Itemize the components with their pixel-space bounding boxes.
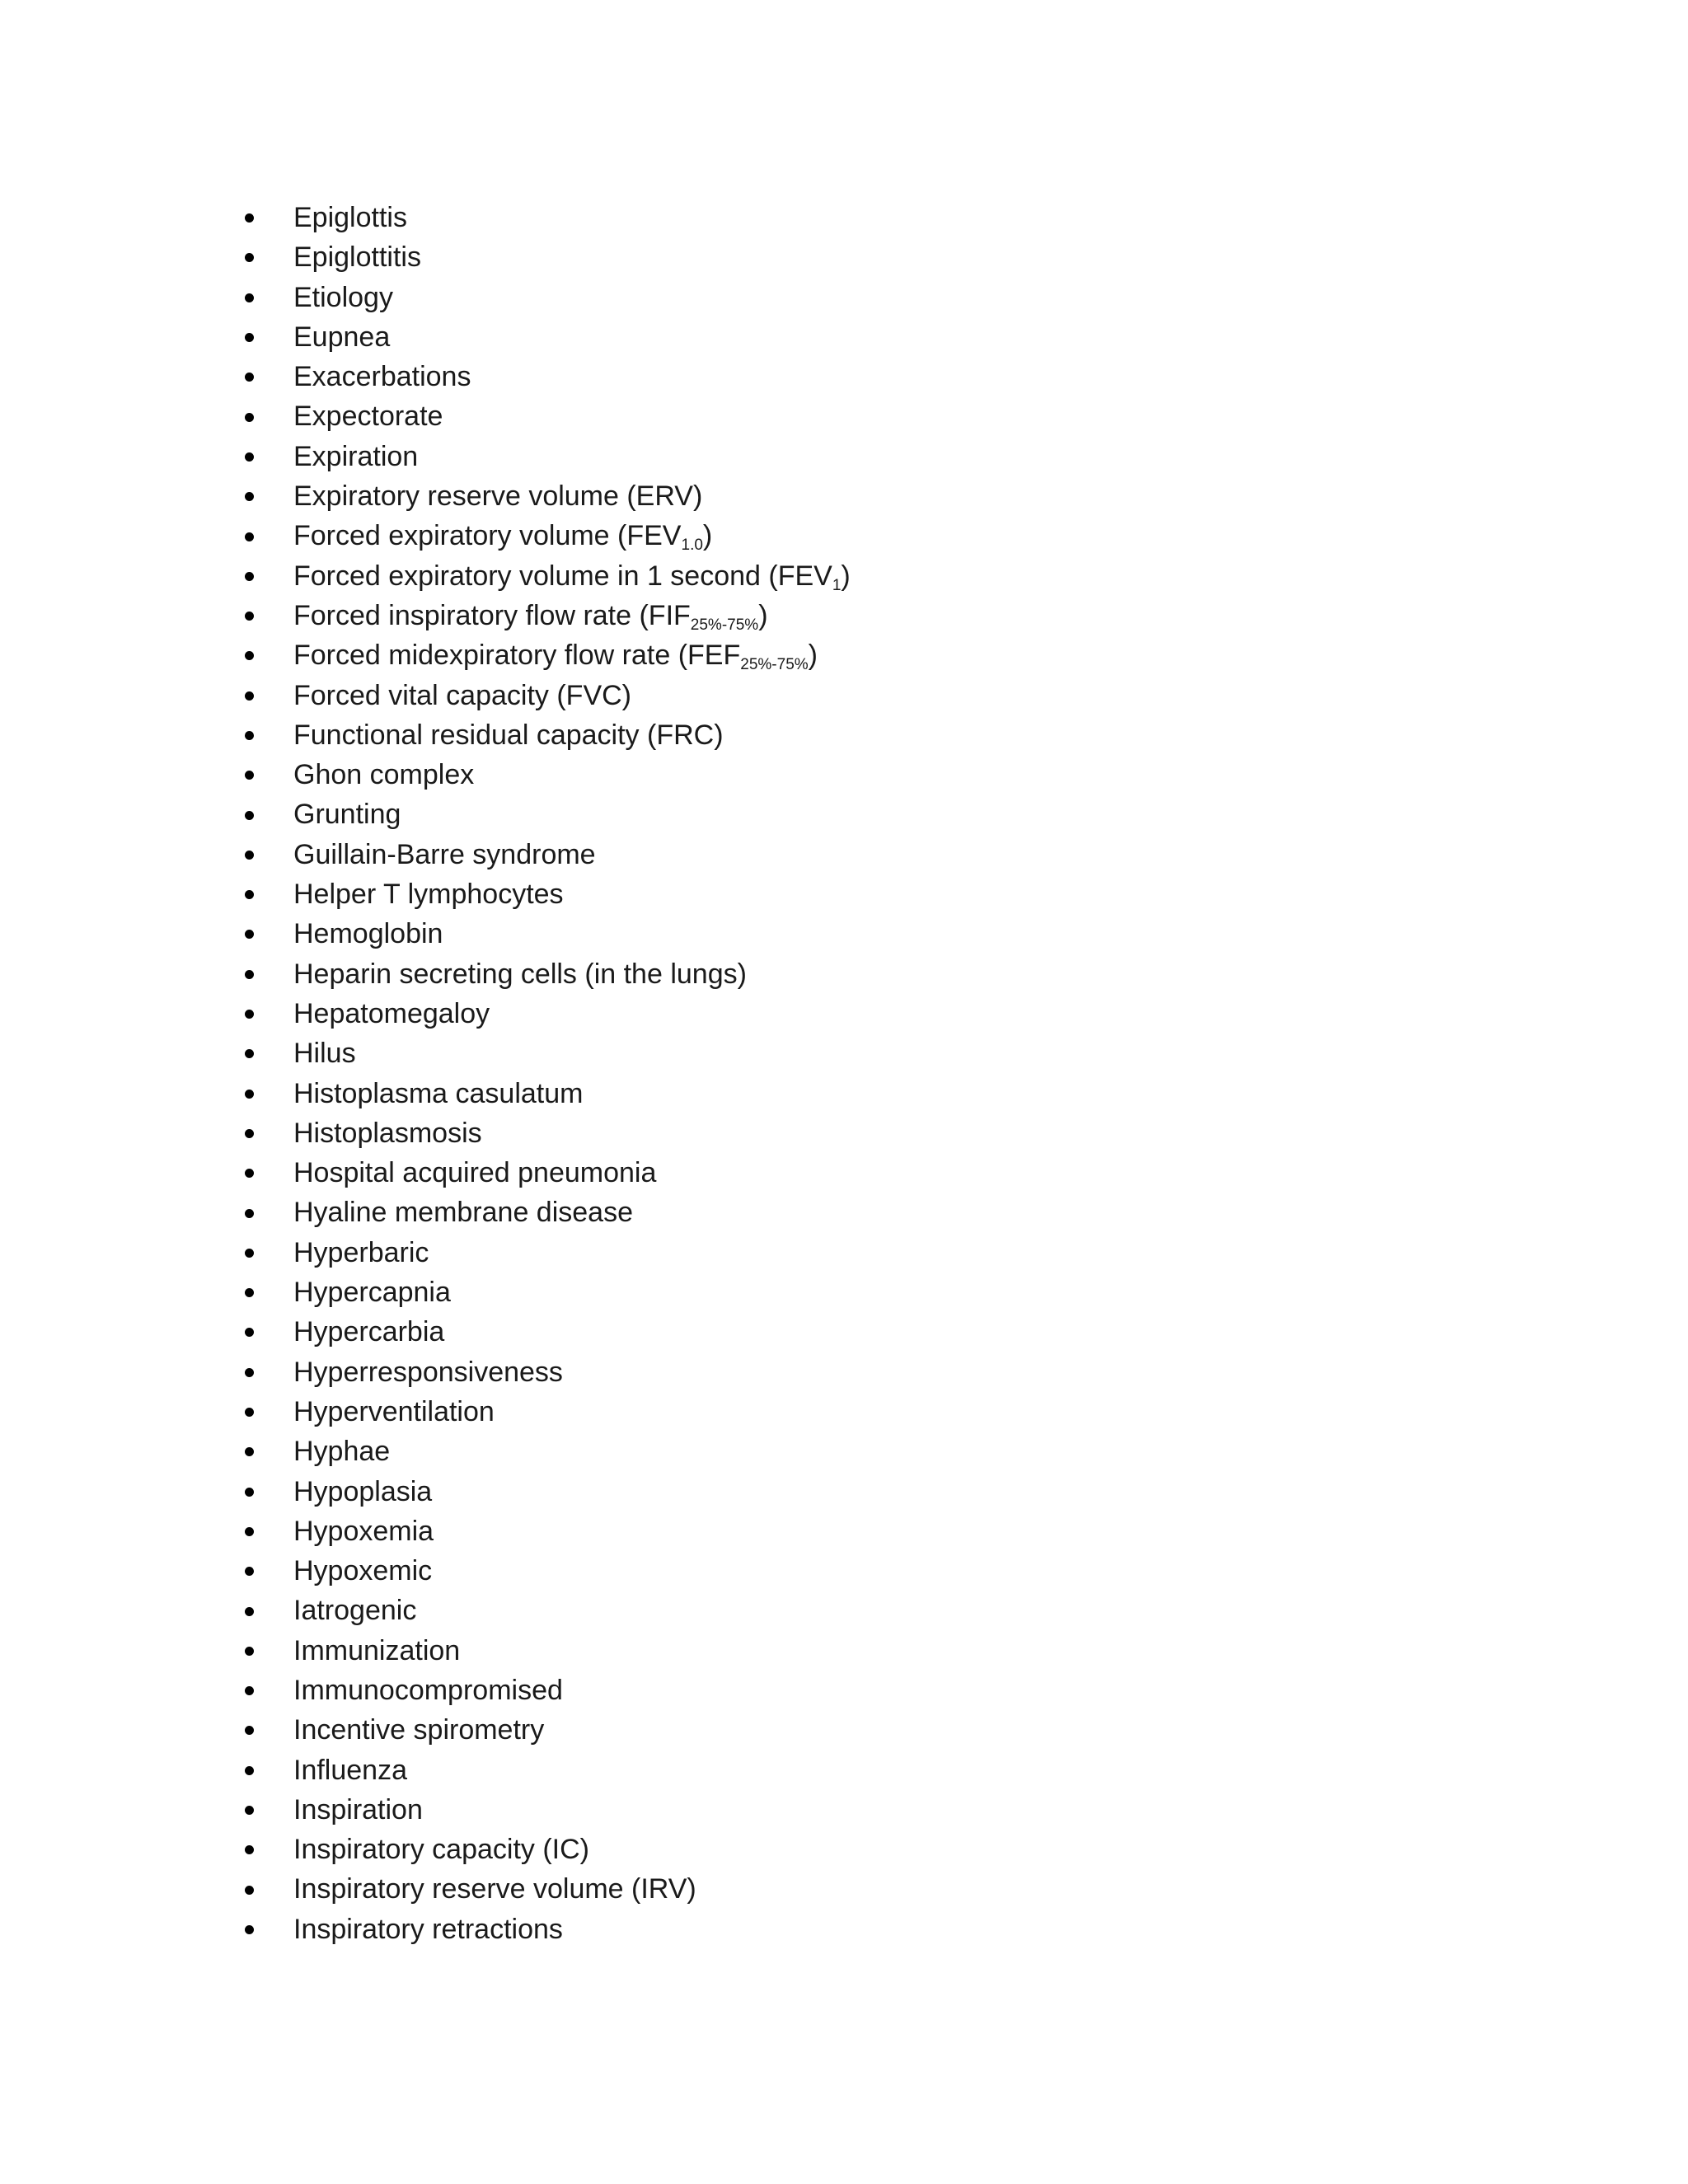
list-item-text <box>293 1193 633 1232</box>
term-label: Etiology <box>293 281 393 313</box>
term-label: Inspiratory reserve volume (IRV) <box>293 1873 696 1905</box>
list-item-text <box>293 1551 432 1591</box>
term-label: Inspiration <box>293 1793 423 1825</box>
list-item-text <box>293 437 418 476</box>
bullet-icon <box>245 612 254 621</box>
term-label: Inspiratory retractions <box>293 1913 563 1945</box>
list-item-text <box>293 1511 434 1551</box>
bullet-icon <box>245 452 254 462</box>
bullet-icon <box>245 1806 254 1815</box>
bullet-icon <box>245 1607 254 1616</box>
term-label: Exacerbations <box>293 361 471 393</box>
term-label: Hyphae <box>293 1436 391 1468</box>
term-label: Hypercapnia <box>293 1277 451 1309</box>
list-item-text <box>293 954 747 994</box>
bullet-icon <box>245 333 254 342</box>
term-label: Hypoplasia <box>293 1475 433 1507</box>
list-item-text <box>293 396 443 436</box>
term-subscript: 1 <box>832 576 842 594</box>
bullet-icon <box>245 492 254 501</box>
bullet-icon <box>245 373 254 382</box>
bullet-icon <box>245 851 254 860</box>
bullet-icon <box>245 1129 254 1138</box>
bullet-icon <box>245 1328 254 1337</box>
term-label: Guillain-Barre syndrome <box>293 838 596 870</box>
bullet-icon <box>245 1288 254 1297</box>
term-label: Incentive spirometry <box>293 1714 545 1746</box>
list-item-text <box>293 874 564 914</box>
bullet-icon <box>245 1726 254 1735</box>
term-closing: ) <box>808 640 818 672</box>
list-item-text <box>293 676 631 715</box>
list-item-text <box>293 635 818 675</box>
term-subscript: 25%-75% <box>740 656 809 674</box>
bullet-icon <box>245 253 254 262</box>
bullet-icon <box>245 811 254 820</box>
term-label: Hypercarbia <box>293 1316 445 1348</box>
bullet-icon <box>245 1886 254 1895</box>
term-label: Histoplasmosis <box>293 1117 482 1149</box>
list-item-text <box>293 835 596 874</box>
list-item-text <box>293 556 851 596</box>
term-label: Eupnea <box>293 321 391 353</box>
term-label: Hospital acquired pneumonia <box>293 1157 657 1189</box>
term-label: Forced expiratory volume (FEV <box>293 520 682 552</box>
list-item-text <box>293 1074 583 1113</box>
list-item-text <box>293 317 390 357</box>
bullet-icon <box>245 890 254 899</box>
bullet-icon <box>245 731 254 740</box>
term-label: Iatrogenic <box>293 1595 417 1627</box>
bullet-icon <box>245 930 254 939</box>
bullet-icon <box>245 1647 254 1656</box>
list-item-text <box>293 794 401 834</box>
term-label: Hypoxemia <box>293 1515 434 1547</box>
term-label: Helper T lymphocytes <box>293 879 564 911</box>
bullet-icon <box>245 1049 254 1058</box>
bullet-icon <box>245 532 254 541</box>
term-label: Hepatomegaloy <box>293 997 490 1029</box>
term-label: Hyperbaric <box>293 1236 429 1268</box>
term-label: Histoplasma casulatum <box>293 1077 584 1109</box>
list-item-text <box>293 237 421 277</box>
term-label: Influenza <box>293 1754 407 1786</box>
term-label: Forced inspiratory flow rate (FIF <box>293 599 691 631</box>
term-label: Functional residual capacity (FRC) <box>293 719 724 751</box>
bullet-icon <box>245 691 254 701</box>
list-item-text <box>293 1830 589 1869</box>
term-subscript: 25%-75% <box>690 616 759 634</box>
list-item-text <box>293 1113 482 1153</box>
list-item-text <box>293 1790 423 1830</box>
bullet-icon <box>245 413 254 422</box>
list-item-text <box>293 1869 696 1909</box>
bullet-icon <box>245 1488 254 1497</box>
term-closing: ) <box>758 599 768 631</box>
bullet-icon <box>245 293 254 302</box>
term-label: Hemoglobin <box>293 918 443 950</box>
bullet-icon <box>245 651 254 660</box>
list-item-text <box>293 596 768 635</box>
list-item-text <box>293 914 443 954</box>
bullet-icon <box>245 1090 254 1099</box>
bullet-icon <box>245 1845 254 1854</box>
list-item-text <box>293 755 474 794</box>
term-label: Ghon complex <box>293 759 475 791</box>
list-item-text <box>293 278 393 317</box>
term-label: Grunting <box>293 799 401 831</box>
term-closing: ) <box>841 560 851 592</box>
term-label: Epiglottis <box>293 202 407 233</box>
list-item-text <box>293 1153 656 1193</box>
term-label: Expiratory reserve volume (ERV) <box>293 480 703 513</box>
term-label: Inspiratory capacity (IC) <box>293 1834 589 1866</box>
bullet-icon <box>245 1368 254 1377</box>
list-item-text <box>293 476 702 516</box>
term-label: Expiration <box>293 440 419 472</box>
term-label: Immunization <box>293 1634 461 1666</box>
bullet-icon <box>245 572 254 581</box>
term-label: Heparin secreting cells (in the lungs) <box>293 958 747 990</box>
bullet-icon <box>245 1567 254 1576</box>
list-item-text <box>293 357 471 396</box>
list-item-text <box>293 516 712 555</box>
list-item-text <box>293 198 407 237</box>
bullet-icon <box>245 1686 254 1695</box>
bullet-icon <box>245 970 254 979</box>
term-label: Forced vital capacity (FVC) <box>293 679 631 711</box>
bullet-icon <box>245 1249 254 1258</box>
bullet-icon <box>245 1209 254 1218</box>
list-item-text <box>293 1710 544 1750</box>
term-label: Hyaline membrane disease <box>293 1197 633 1229</box>
term-label: Hilus <box>293 1038 356 1070</box>
term-label: Hypoxemic <box>293 1555 433 1587</box>
bullet-icon <box>245 1169 254 1178</box>
list-item-text <box>293 1591 416 1630</box>
bullet-icon <box>245 1766 254 1775</box>
list-item-text <box>293 1352 563 1392</box>
term-subscript: 1.0 <box>681 537 703 555</box>
term-label: Forced expiratory volume in 1 second (FEV <box>293 560 832 592</box>
bullet-icon <box>245 213 254 223</box>
bullet-icon <box>245 1925 254 1934</box>
list-item-text <box>293 994 490 1033</box>
list-item-text <box>293 1910 563 1949</box>
term-label: Epiglottitis <box>293 241 421 274</box>
bullet-icon <box>245 1010 254 1019</box>
list-item-text <box>293 1272 451 1312</box>
bullet-icon <box>245 771 254 780</box>
list-item-text <box>293 715 724 755</box>
term-label: Forced midexpiratory flow rate (FEF <box>293 640 741 672</box>
term-label: Hyperventilation <box>293 1395 495 1427</box>
term-closing: ) <box>702 520 713 552</box>
bullet-icon <box>245 1408 254 1417</box>
list-item-text <box>293 1631 460 1671</box>
list-item-text <box>293 1033 356 1073</box>
list-item-text <box>293 1392 495 1432</box>
list-item-text <box>293 1671 563 1710</box>
list-item-text <box>293 1233 429 1272</box>
list-item-text <box>293 1750 407 1790</box>
bullet-icon <box>245 1447 254 1456</box>
list-item-text <box>293 1432 390 1471</box>
term-label: Hyperresponsiveness <box>293 1356 563 1388</box>
bullet-icon <box>245 1527 254 1536</box>
list-item-text <box>293 1472 432 1511</box>
term-label: Immunocompromised <box>293 1674 563 1706</box>
list-item-text <box>293 1312 444 1352</box>
term-label: Expectorate <box>293 401 443 433</box>
